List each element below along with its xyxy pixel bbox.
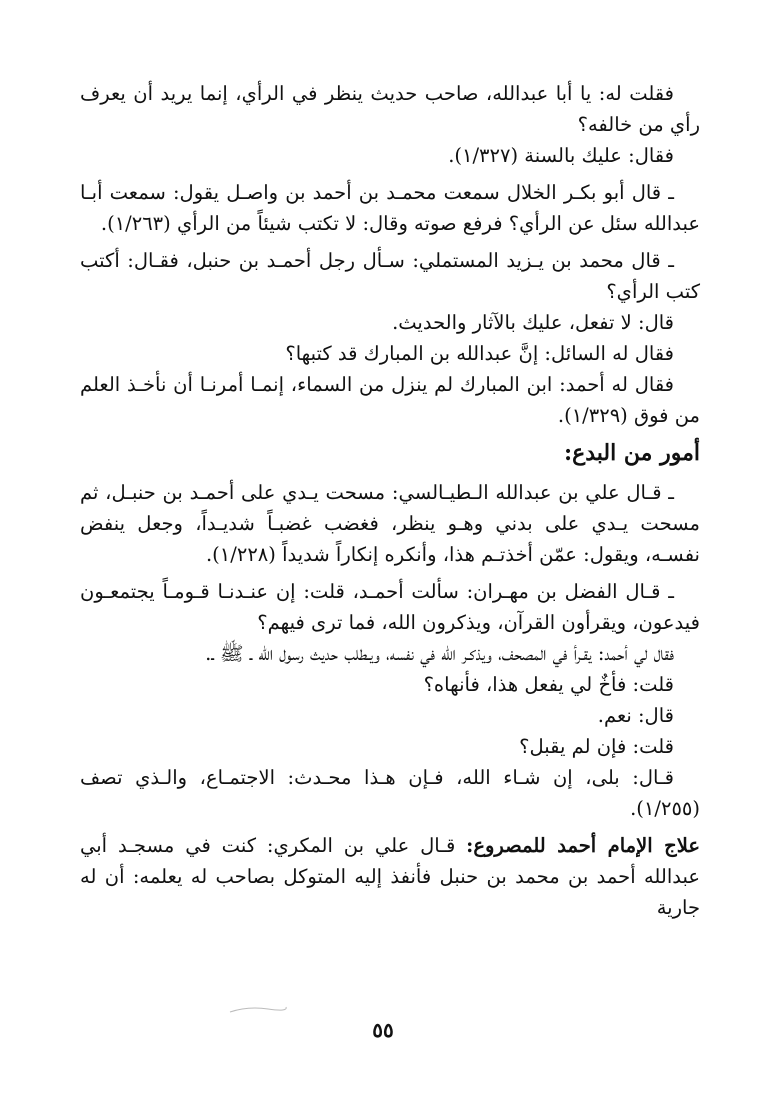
section-heading: أمور من البدع: xyxy=(564,440,700,466)
paragraph: قلت: فإن لم يقبل؟ xyxy=(519,735,674,758)
paragraph: فقلت له: يا أبا عبدالله، صاحب حديث ينظر في الرأي، إنما يريد أن يعرف رأي من خالفه؟ xyxy=(80,82,700,136)
pen-mark-decoration xyxy=(228,1004,288,1014)
paragraph-lead-title: علاج الإمام أحمد للمصروع: xyxy=(466,834,700,857)
paragraph: فقال له أحمد: ابن المبارك لم ينزل من السماء، إنمـا أمرنـا أن نأخـذ العلم من فوق (١/٣٢٩). xyxy=(80,373,700,427)
paragraph: فقال لي أحمد: يقـرأ في المصحف، ويذكـر الله في نفسه، ويـطلب حديث رسول الله ـ ﷺ ـ. xyxy=(205,642,674,665)
page-number: ٥٥ xyxy=(372,1018,394,1042)
page-body xyxy=(80,78,700,923)
paragraph: ـ قال محمد بن يـزيد المستملي: سـأل رجل أحمـد بن حنبل، فقـال: أكتب كتب الرأي؟ xyxy=(80,249,700,303)
paragraph: قال: لا تفعل، عليك بالآثار والحديث. xyxy=(392,311,674,334)
final-paragraph xyxy=(80,830,700,923)
paragraph: قـال: بلى، إن شـاء الله، فـإن هـذا محـدث: الاجتمـاع، والـذي تصف (١/٢٥٥). xyxy=(80,766,700,820)
paragraph: قال: نعم. xyxy=(597,704,674,727)
paragraph: ـ قال أبو بكـر الخلال سمعت محمـد بن أحمد بن واصـل يقول: سمعت أبـا عبدالله سئل عن الرأي؟ فرفع صوته وقال: لا تكتب شيئاً من الرأي (١/٢٦٣). xyxy=(80,181,700,235)
paragraph: فقال له السائل: إنَّ عبدالله بن المبارك قد كتبها؟ xyxy=(285,342,674,365)
paragraph-text: قـال علي بن المكري: كنت في مسجـد أبي عبدالله أحمد بن محمد بن حنبل فأنفذ إليه المتوكل بصاحب له يعلمه: أن له جارية xyxy=(80,834,700,919)
paragraph: قلت: فأخٌ لي يفعل هذا، فأنهاه؟ xyxy=(423,673,674,696)
paragraph: فقال: عليك بالسنة (١/٣٢٧). xyxy=(448,144,674,167)
paragraph: ـ قـال علي بن عبدالله الـطيـالسي: مسحت يـدي على أحمـد بن حنبـل، ثم مسحت يـدي على بدني وهـو ينظر، فغضب غضبـاً شديـداً، وجعل ينفض نفسـه، ويقول: عمّن أخذتـم هذا، وأنكره إنكاراً شديداً (١/٢٢٨). xyxy=(80,481,700,566)
paragraph: ـ قـال الفضل بن مهـران: سألت أحمـد، قلت: إن عنـدنـا قـومـاً يجتمعـون فيدعون، ويقرأون القرآن، ويذكرون الله، فما ترى فيهم؟ xyxy=(80,580,700,634)
